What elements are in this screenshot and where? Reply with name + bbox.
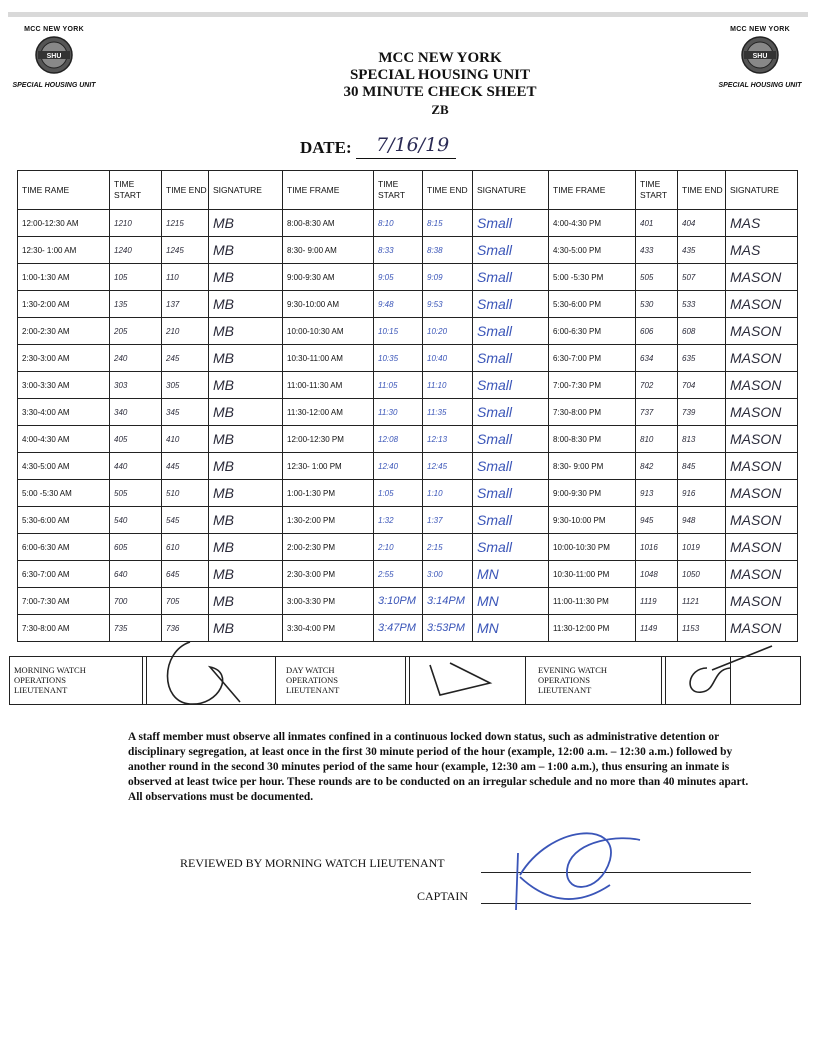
time-end-cell: 305: [162, 372, 209, 399]
time-end-cell: 210: [162, 318, 209, 345]
time-frame-cell: 2:00-2:30 AM: [18, 318, 110, 345]
time-frame-cell: 1:30-2:00 PM: [283, 507, 374, 534]
table-row: [18, 426, 798, 453]
time-start-cell: 735: [110, 615, 162, 642]
date-underline: [356, 158, 456, 159]
signature-cell: MB: [209, 561, 283, 588]
time-end-cell: 705: [162, 588, 209, 615]
time-end-cell: 110: [162, 264, 209, 291]
time-start-cell: 440: [110, 453, 162, 480]
time-start-cell: 605: [110, 534, 162, 561]
signature-cell: MASON: [726, 372, 798, 399]
time-start-cell: 1119: [636, 588, 678, 615]
column-header: TIME START: [374, 171, 423, 210]
signature-cell: MAS: [726, 210, 798, 237]
time-end-cell: 9:09: [423, 264, 473, 291]
column-header: SIGNATURE: [473, 171, 549, 210]
signature-cell: MB: [209, 318, 283, 345]
time-frame-cell: 3:00-3:30 PM: [283, 588, 374, 615]
time-frame-cell: 8:00-8:30 PM: [549, 426, 636, 453]
signature-cell: MN: [473, 588, 549, 615]
time-start-cell: 810: [636, 426, 678, 453]
day-watch-signature: [420, 655, 530, 705]
signature-cell: Small: [473, 399, 549, 426]
signature-cell: MASON: [726, 615, 798, 642]
time-start-cell: 1240: [110, 237, 162, 264]
time-frame-cell: 7:30-8:00 PM: [549, 399, 636, 426]
time-frame-cell: 9:00-9:30 AM: [283, 264, 374, 291]
time-frame-cell: 10:00-10:30 AM: [283, 318, 374, 345]
time-end-cell: 2:15: [423, 534, 473, 561]
signature-cell: MB: [209, 399, 283, 426]
divider: [409, 657, 410, 704]
time-end-cell: 245: [162, 345, 209, 372]
column-header: TIME FRAME: [549, 171, 636, 210]
time-start-cell: 105: [110, 264, 162, 291]
signature-cell: MB: [209, 210, 283, 237]
signature-cell: MN: [473, 615, 549, 642]
signature-cell: MB: [209, 588, 283, 615]
signature-cell: MASON: [726, 561, 798, 588]
time-end-cell: 9:53: [423, 291, 473, 318]
signature-cell: MB: [209, 480, 283, 507]
time-end-cell: 736: [162, 615, 209, 642]
day-watch-line3: LIEUTENANT: [286, 685, 340, 695]
signature-cell: MB: [209, 345, 283, 372]
time-frame-cell: 4:30-5:00 AM: [18, 453, 110, 480]
signature-cell: Small: [473, 480, 549, 507]
signature-cell: MASON: [726, 588, 798, 615]
time-end-cell: 545: [162, 507, 209, 534]
column-header: TIME START: [110, 171, 162, 210]
svg-text:SHU: SHU: [46, 53, 62, 60]
divider: [275, 657, 276, 704]
time-end-cell: 608: [678, 318, 726, 345]
signature-cell: Small: [473, 264, 549, 291]
time-end-cell: 1245: [162, 237, 209, 264]
time-frame-cell: 1:00-1:30 PM: [283, 480, 374, 507]
time-end-cell: 1050: [678, 561, 726, 588]
signature-cell: MASON: [726, 291, 798, 318]
time-frame-cell: 5:30-6:00 AM: [18, 507, 110, 534]
evening-watch-label: [538, 665, 607, 695]
time-start-cell: 10:35: [374, 345, 423, 372]
time-end-cell: 12:45: [423, 453, 473, 480]
time-frame-cell: 4:00-4:30 PM: [549, 210, 636, 237]
time-frame-cell: 12:30- 1:00 PM: [283, 453, 374, 480]
column-header: TIME START: [636, 171, 678, 210]
time-end-cell: 1:37: [423, 507, 473, 534]
evening-watch-line2: OPERATIONS: [538, 675, 590, 685]
table-row: [18, 453, 798, 480]
logo-top-text: MCC NEW YORK: [24, 26, 84, 33]
time-frame-cell: 12:30- 1:00 AM: [18, 237, 110, 264]
time-end-cell: 704: [678, 372, 726, 399]
signature-cell: MB: [209, 372, 283, 399]
logo-left: [6, 26, 102, 89]
time-end-cell: 645: [162, 561, 209, 588]
divider: [146, 657, 147, 704]
time-frame-cell: 1:30-2:00 AM: [18, 291, 110, 318]
time-start-cell: 12:08: [374, 426, 423, 453]
time-frame-cell: 10:30-11:00 AM: [283, 345, 374, 372]
table-header-row: [18, 171, 798, 210]
shu-seal-icon: [740, 35, 780, 75]
time-start-cell: 1016: [636, 534, 678, 561]
signature-cell: MB: [209, 534, 283, 561]
table-row: [18, 480, 798, 507]
time-start-cell: 9:48: [374, 291, 423, 318]
time-frame-cell: 5:00 -5:30 PM: [549, 264, 636, 291]
time-end-cell: 948: [678, 507, 726, 534]
time-start-cell: 700: [110, 588, 162, 615]
time-frame-cell: 6:30-7:00 PM: [549, 345, 636, 372]
signature-cell: Small: [473, 345, 549, 372]
time-end-cell: 8:38: [423, 237, 473, 264]
time-start-cell: 702: [636, 372, 678, 399]
time-frame-cell: 11:00-11:30 AM: [283, 372, 374, 399]
time-frame-cell: 11:30-12:00 AM: [283, 399, 374, 426]
time-start-cell: 1:32: [374, 507, 423, 534]
signature-cell: Small: [473, 291, 549, 318]
table-row: [18, 345, 798, 372]
time-frame-cell: 2:00-2:30 PM: [283, 534, 374, 561]
signature-cell: MB: [209, 264, 283, 291]
morning-watch-label: [14, 665, 86, 695]
time-end-cell: 739: [678, 399, 726, 426]
signature-cell: MASON: [726, 534, 798, 561]
table-row: [18, 534, 798, 561]
table-row: [18, 318, 798, 345]
svg-text:SHU: SHU: [752, 53, 768, 60]
divider: [405, 657, 406, 704]
signature-cell: MASON: [726, 399, 798, 426]
time-start-cell: 135: [110, 291, 162, 318]
time-end-cell: 916: [678, 480, 726, 507]
table-row: [18, 237, 798, 264]
logo-right: [712, 26, 808, 89]
time-start-cell: 10:15: [374, 318, 423, 345]
signature-cell: MB: [209, 237, 283, 264]
date-label: DATE:: [300, 138, 352, 157]
table-row: [18, 291, 798, 318]
table-row: [18, 588, 798, 615]
signature-cell: MB: [209, 615, 283, 642]
signature-cell: Small: [473, 453, 549, 480]
time-start-cell: 12:40: [374, 453, 423, 480]
time-start-cell: 8:10: [374, 210, 423, 237]
signature-cell: MN: [473, 561, 549, 588]
policy-notice: A staff member must observe all inmates confined in a continuous locked down status, such as administrative detention or disciplinary segregation, at least once in the first 30 minute period of the hour (example, 12:00 a.m. – 12:30 a.m.) followed by another round in the second 30 minutes period of the same hour (example, 12:30 am – 1:00 a.m.), thus ensuring an inmate is observed at least twice per hour. These rounds are to be conducted on an irregular schedule and no more than 40 minutes apart. All observations must be documented.: [128, 731, 749, 803]
time-start-cell: 606: [636, 318, 678, 345]
signature-cell: MASON: [726, 345, 798, 372]
time-end-cell: 3:14PM: [423, 588, 473, 615]
time-end-cell: 137: [162, 291, 209, 318]
time-end-cell: 635: [678, 345, 726, 372]
time-frame-cell: 4:30-5:00 PM: [549, 237, 636, 264]
column-header: TIME END: [678, 171, 726, 210]
time-frame-cell: 9:30-10:00 PM: [549, 507, 636, 534]
table-row: [18, 372, 798, 399]
signature-cell: MASON: [726, 480, 798, 507]
signature-cell: MB: [209, 291, 283, 318]
time-start-cell: 505: [110, 480, 162, 507]
time-start-cell: 9:05: [374, 264, 423, 291]
time-end-cell: 435: [678, 237, 726, 264]
time-start-cell: 737: [636, 399, 678, 426]
time-start-cell: 634: [636, 345, 678, 372]
time-start-cell: 3:47PM: [374, 615, 423, 642]
logo-bottom-text: SPECIAL HOUSING UNIT: [718, 82, 802, 89]
signature-cell: Small: [473, 534, 549, 561]
morning-watch-line3: LIEUTENANT: [14, 685, 68, 695]
column-header: SIGNATURE: [726, 171, 798, 210]
morning-watch-line2: OPERATIONS: [14, 675, 66, 685]
time-end-cell: 3:00: [423, 561, 473, 588]
signature-cell: MASON: [726, 507, 798, 534]
signature-cell: Small: [473, 507, 549, 534]
signature-cell: MASON: [726, 453, 798, 480]
table-row: [18, 507, 798, 534]
time-end-cell: 610: [162, 534, 209, 561]
table-row: [18, 264, 798, 291]
time-frame-cell: 3:00-3:30 AM: [18, 372, 110, 399]
signature-cell: Small: [473, 237, 549, 264]
column-header: TIME END: [423, 171, 473, 210]
time-end-cell: 410: [162, 426, 209, 453]
time-start-cell: 2:55: [374, 561, 423, 588]
column-header: TIME RAME: [18, 171, 110, 210]
time-end-cell: 1215: [162, 210, 209, 237]
time-start-cell: 240: [110, 345, 162, 372]
logo-top-text: MCC NEW YORK: [730, 26, 790, 33]
time-start-cell: 11:05: [374, 372, 423, 399]
time-start-cell: 433: [636, 237, 678, 264]
time-start-cell: 1149: [636, 615, 678, 642]
table-row: [18, 210, 798, 237]
day-watch-label: [286, 665, 339, 695]
time-start-cell: 1210: [110, 210, 162, 237]
reviewed-by-label: REVIEWED BY MORNING WATCH LIEUTENANT: [180, 856, 445, 870]
signature-cell: Small: [473, 426, 549, 453]
time-frame-cell: 5:00 -5:30 AM: [18, 480, 110, 507]
signature-cell: MASON: [726, 318, 798, 345]
time-start-cell: 405: [110, 426, 162, 453]
document-title: [250, 50, 630, 118]
time-frame-cell: 4:00-4:30 AM: [18, 426, 110, 453]
time-frame-cell: 10:00-10:30 PM: [549, 534, 636, 561]
time-start-cell: 11:30: [374, 399, 423, 426]
divider: [665, 657, 666, 704]
signature-cell: MB: [209, 453, 283, 480]
time-end-cell: 3:53PM: [423, 615, 473, 642]
signature-cell: Small: [473, 372, 549, 399]
time-end-cell: 12:13: [423, 426, 473, 453]
table-row: [18, 399, 798, 426]
time-frame-cell: 10:30-11:00 PM: [549, 561, 636, 588]
time-start-cell: 205: [110, 318, 162, 345]
time-end-cell: 813: [678, 426, 726, 453]
time-start-cell: 505: [636, 264, 678, 291]
column-header: TIME END: [162, 171, 209, 210]
time-frame-cell: 8:00-8:30 AM: [283, 210, 374, 237]
time-start-cell: 303: [110, 372, 162, 399]
lieutenant-signature: [490, 815, 650, 925]
time-start-cell: 8:33: [374, 237, 423, 264]
time-end-cell: 1153: [678, 615, 726, 642]
title-line-1: MCC NEW YORK: [378, 50, 502, 66]
time-frame-cell: 7:00-7:30 PM: [549, 372, 636, 399]
time-frame-cell: 5:30-6:00 PM: [549, 291, 636, 318]
evening-watch-line1: EVENING WATCH: [538, 665, 608, 675]
time-frame-cell: 12:00-12:30 PM: [283, 426, 374, 453]
signature-cell: Small: [473, 318, 549, 345]
time-frame-cell: 2:30-3:00 AM: [18, 345, 110, 372]
time-end-cell: 1121: [678, 588, 726, 615]
evening-watch-line3: LIEUTENANT: [538, 685, 592, 695]
time-end-cell: 8:15: [423, 210, 473, 237]
time-end-cell: 510: [162, 480, 209, 507]
title-line-2: SPECIAL HOUSING UNIT: [349, 67, 531, 83]
check-log-table: [17, 170, 798, 642]
signature-cell: Small: [473, 210, 549, 237]
time-frame-cell: 11:30-12:00 PM: [549, 615, 636, 642]
time-frame-cell: 7:00-7:30 AM: [18, 588, 110, 615]
signature-cell: MASON: [726, 264, 798, 291]
table-row: [18, 561, 798, 588]
date-value: 7/16/19: [376, 134, 450, 156]
divider: [142, 657, 143, 704]
morning-watch-signature: [150, 632, 270, 712]
time-frame-cell: 6:00-6:30 AM: [18, 534, 110, 561]
time-start-cell: 3:10PM: [374, 588, 423, 615]
time-end-cell: 1:10: [423, 480, 473, 507]
time-end-cell: 10:20: [423, 318, 473, 345]
shu-seal-icon: [34, 35, 74, 75]
time-frame-cell: 6:00-6:30 PM: [549, 318, 636, 345]
signature-cell: MB: [209, 507, 283, 534]
time-end-cell: 11:10: [423, 372, 473, 399]
time-start-cell: 1:05: [374, 480, 423, 507]
time-frame-cell: 6:30-7:00 AM: [18, 561, 110, 588]
time-end-cell: 445: [162, 453, 209, 480]
time-start-cell: 340: [110, 399, 162, 426]
time-end-cell: 404: [678, 210, 726, 237]
logo-bottom-text: SPECIAL HOUSING UNIT: [12, 82, 96, 89]
signature-cell: MASON: [726, 426, 798, 453]
time-frame-cell: 11:00-11:30 PM: [549, 588, 636, 615]
time-frame-cell: 1:00-1:30 AM: [18, 264, 110, 291]
time-frame-cell: 2:30-3:00 PM: [283, 561, 374, 588]
time-end-cell: 1019: [678, 534, 726, 561]
time-frame-cell: 3:30-4:00 PM: [283, 615, 374, 642]
time-frame-cell: 9:00-9:30 PM: [549, 480, 636, 507]
divider: [661, 657, 662, 704]
time-end-cell: 10:40: [423, 345, 473, 372]
time-start-cell: 913: [636, 480, 678, 507]
title-line-3: 30 MINUTE CHECK SHEET: [343, 84, 537, 100]
time-start-cell: 1048: [636, 561, 678, 588]
time-frame-cell: 8:30- 9:00 AM: [283, 237, 374, 264]
time-frame-cell: 8:30- 9:00 PM: [549, 453, 636, 480]
day-watch-line2: OPERATIONS: [286, 675, 338, 685]
time-start-cell: 842: [636, 453, 678, 480]
column-header: TIME FRAME: [283, 171, 374, 210]
time-start-cell: 530: [636, 291, 678, 318]
time-frame-cell: 7:30-8:00 AM: [18, 615, 110, 642]
top-border: [8, 12, 808, 17]
column-header: SIGNATURE: [209, 171, 283, 210]
morning-watch-line1: MORNING WATCH: [14, 665, 86, 675]
time-end-cell: 845: [678, 453, 726, 480]
captain-label: CAPTAIN: [417, 889, 469, 903]
time-start-cell: 540: [110, 507, 162, 534]
table-row: [18, 615, 798, 642]
time-frame-cell: 12:00-12:30 AM: [18, 210, 110, 237]
time-end-cell: 345: [162, 399, 209, 426]
signature-cell: MAS: [726, 237, 798, 264]
time-end-cell: 11:35: [423, 399, 473, 426]
time-start-cell: 401: [636, 210, 678, 237]
signature-cell: MB: [209, 426, 283, 453]
time-start-cell: 945: [636, 507, 678, 534]
evening-watch-signature: [672, 640, 782, 700]
time-start-cell: 640: [110, 561, 162, 588]
day-watch-line1: DAY WATCH: [286, 665, 335, 675]
time-start-cell: 2:10: [374, 534, 423, 561]
title-line-4: ZB: [431, 102, 449, 117]
time-frame-cell: 3:30-4:00 AM: [18, 399, 110, 426]
time-end-cell: 533: [678, 291, 726, 318]
time-frame-cell: 9:30-10:00 AM: [283, 291, 374, 318]
time-end-cell: 507: [678, 264, 726, 291]
